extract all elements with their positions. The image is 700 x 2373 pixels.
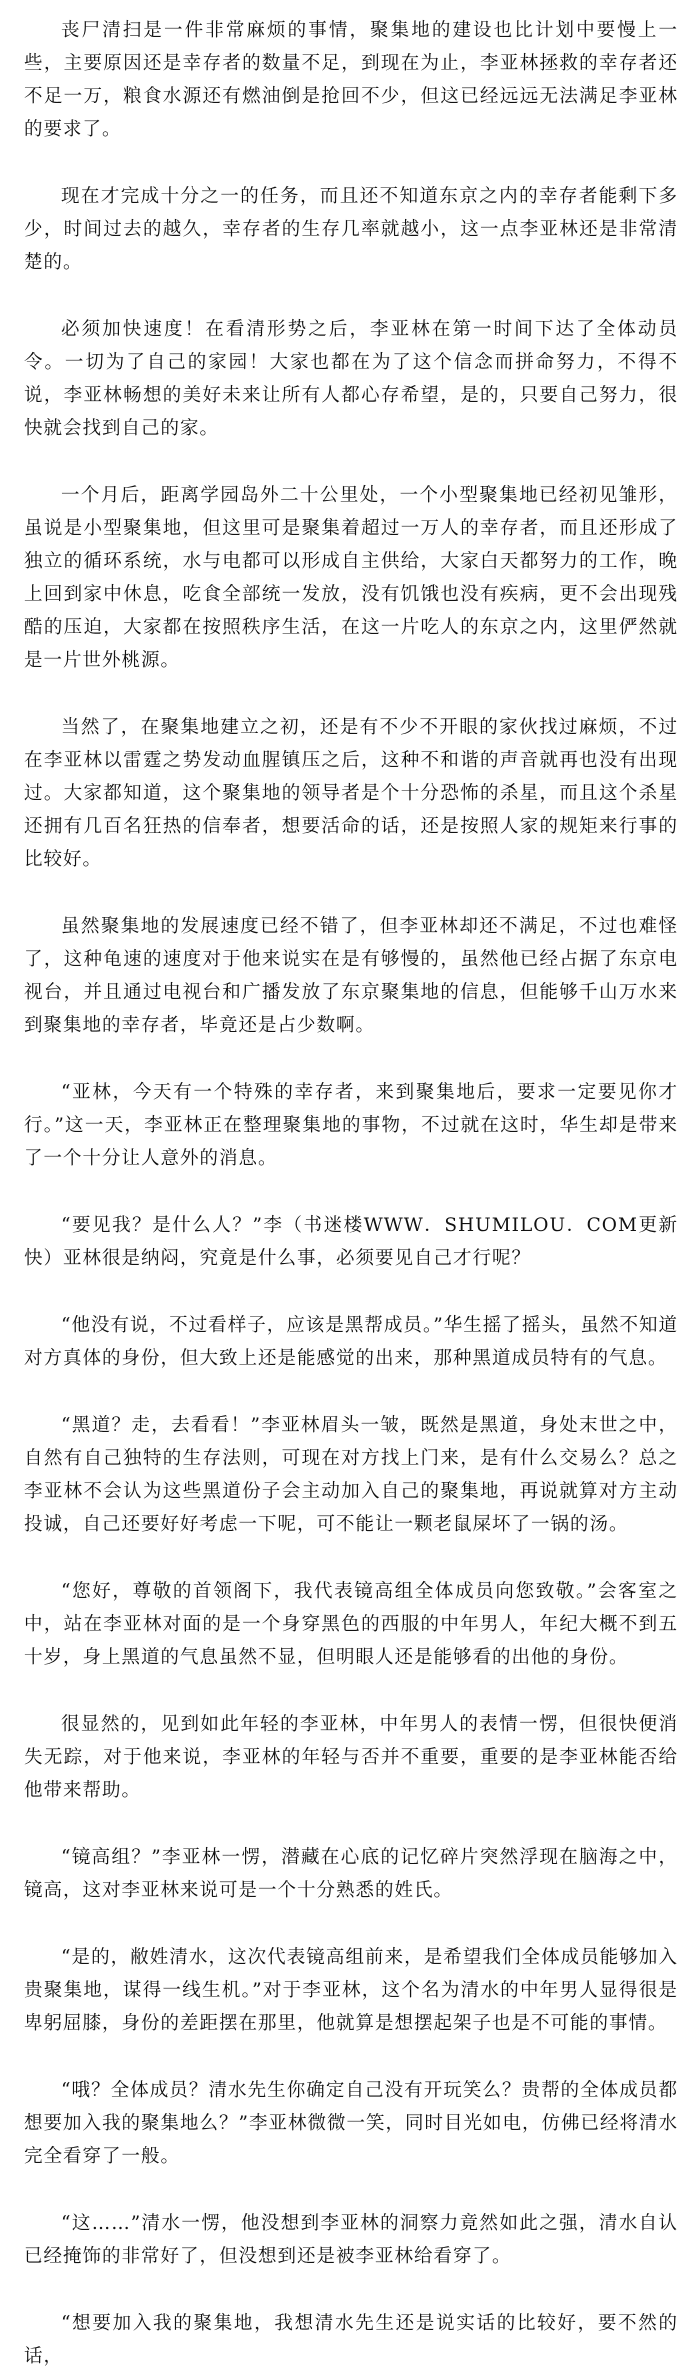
paragraph-8: “要见我？是什么人？”李（书迷楼WWW．SHUMILOU．COM更新快）亚林很是纳闷，究竟是什么事，必须要见自己才行呢？ xyxy=(24,1215,678,1269)
paragraph-1: 丧尸清扫是一件非常麻烦的事情，聚集地的建设也比计划中要慢上一些，主要原因还是幸存者的数量不足，到现在为止，李亚林拯救的幸存者还不足一万，粮食水源还有燃油倒是抢回不少，但这已经远远无法满足李亚林的要求了。 xyxy=(24,20,678,140)
paragraph-3: 必须加快速度！在看清形势之后，李亚林在第一时间下达了全体动员令。一切为了自己的家园！大家也都在为了这个信念而拼命努力，不得不说，李亚林畅想的美好未来让所有人都心存希望，是的，只要自己努力，很快就会找到自己的家。 xyxy=(24,319,678,439)
paragraph-16: “这……”清水一愣，他没想到李亚林的洞察力竟然如此之强，清水自认已经掩饰的非常好了，但没想到还是被李亚林给看穿了。 xyxy=(24,2213,678,2267)
paragraph-5: 当然了，在聚集地建立之初，还是有不少不开眼的家伙找过麻烦，不过在李亚林以雷霆之势发动血腥镇压之后，这种不和谐的声音就再也没有出现过。大家都知道，这个聚集地的领导者是个十分恐怖的杀星，而且这个杀星还拥有几百名狂热的信奉者，想要活命的话，还是按照人家的规矩来行事的比较好。 xyxy=(24,717,678,870)
paragraph-13: “镜高组？”李亚林一愣，潜藏在心底的记忆碎片突然浮现在脑海之中，镜高，这对李亚林来说可是一个十分熟悉的姓氏。 xyxy=(24,1847,678,1901)
paragraph-6: 虽然聚集地的发展速度已经不错了，但李亚林却还不满足，不过也难怪了，这种龟速的速度对于他来说实在是有够慢的，虽然他已经占据了东京电视台，并且通过电视台和广播发放了东京聚集地的信息，但能够千山万水来到聚集地的幸存者，毕竟还是占少数啊。 xyxy=(24,916,678,1036)
paragraph-12: 很显然的，见到如此年轻的李亚林，中年男人的表情一愣，但很快便消失无踪，对于他来说，李亚林的年轻与否并不重要，重要的是李亚林能否给他带来帮助。 xyxy=(24,1714,678,1801)
paragraph-14: “是的，敝姓清水，这次代表镜高组前来，是希望我们全体成员能够加入贵聚集地，谋得一线生机。”对于李亚林，这个名为清水的中年男人显得很是卑躬屈膝，身份的差距摆在那里，他就算是想摆起架子也是不可能的事情。 xyxy=(24,1947,678,2034)
paragraph-4: 一个月后，距离学园岛外二十公里处，一个小型聚集地已经初见雏形，虽说是小型聚集地，但这里可是聚集着超过一万人的幸存者，而且还形成了独立的循环系统，水与电都可以形成自主供给，大家白天都努力的工作，晚上回到家中休息，吃食全部统一发放，没有饥饿也没有疾病，更不会出现残酷的压迫，大家都在按照秩序生活，在这一片吃人的东京之内，这里俨然就是一片世外桃源。 xyxy=(24,485,678,671)
paragraph-9: “他没有说，不过看样子，应该是黑帮成员。”华生摇了摇头，虽然不知道对方真体的身份，但大致上还是能感觉的出来，那种黑道成员特有的气息。 xyxy=(24,1315,678,1369)
paragraph-2: 现在才完成十分之一的任务，而且还不知道东京之内的幸存者能剩下多少，时间过去的越久，幸存者的生存几率就越小，这一点李亚林还是非常清楚的。 xyxy=(24,186,678,273)
paragraph-10: “黑道？走，去看看！”李亚林眉头一皱，既然是黑道，身处末世之中，自然有自己独特的生存法则，可现在对方找上门来，是有什么交易么？总之李亚林不会认为这些黑道份子会主动加入自己的聚集地，再说就算对方主动投诚，自己还要好好考虑一下呢，可不能让一颗老鼠屎坏了一锅的汤。 xyxy=(24,1415,678,1535)
paragraph-17: “想要加入我的聚集地，我想清水先生还是说实话的比较好，要不然的话， xyxy=(24,2313,678,2367)
paragraph-7: “亚林，今天有一个特殊的幸存者，来到聚集地后，要求一定要见你才行。”这一天，李亚林正在整理聚集地的事物，不过就在这时，华生却是带来了一个十分让人意外的消息。 xyxy=(24,1082,678,1169)
paragraph-11: “您好，尊敬的首领阁下，我代表镜高组全体成员向您致敬。”会客室之中，站在李亚林对面的是一个身穿黑色的西服的中年男人，年纪大概不到五十岁，身上黑道的气息虽然不显，但明眼人还是能够看的出他的身份。 xyxy=(24,1581,678,1668)
paragraph-15: “哦？全体成员？清水先生你确定自己没有开玩笑么？贵帮的全体成员都想要加入我的聚集地么？”李亚林微微一笑，同时目光如电，仿佛已经将清水完全看穿了一般。 xyxy=(24,2080,678,2167)
